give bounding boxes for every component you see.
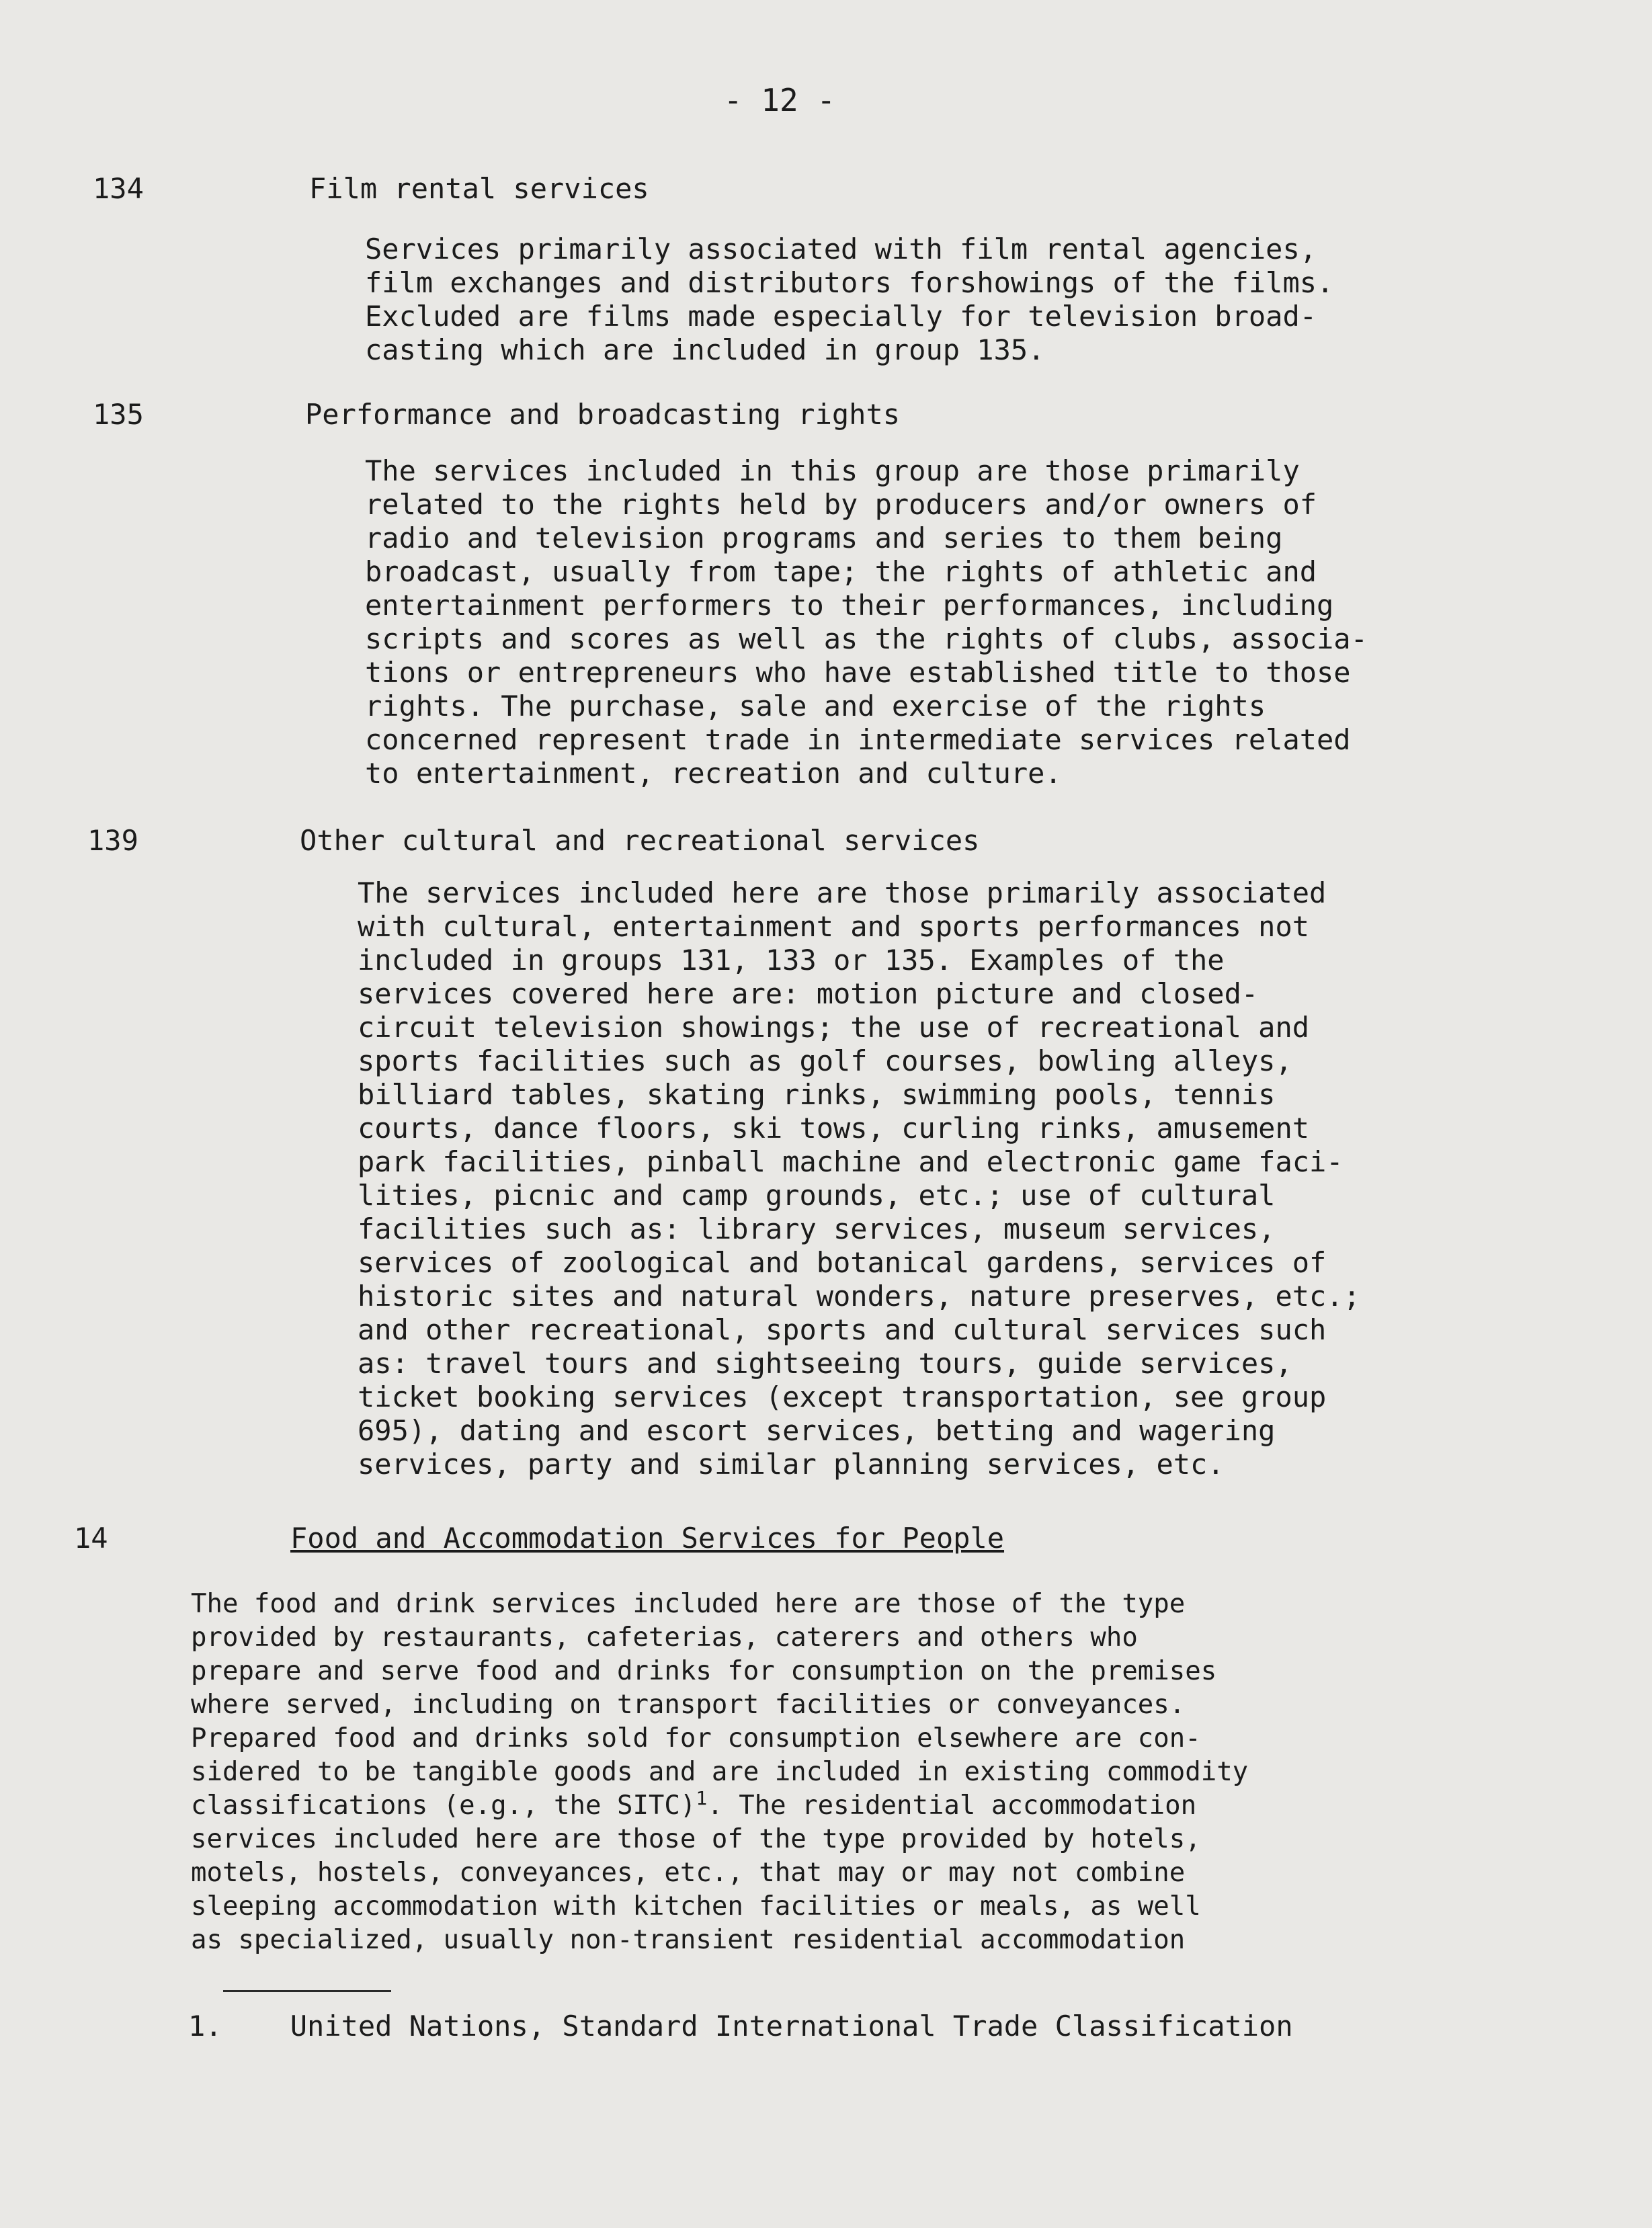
footnote — [188, 2010, 1293, 2043]
text-line: entertainment performers to their performances, including — [365, 589, 1334, 622]
text-segment: classifications (e.g., the SITC) — [191, 1790, 696, 1821]
text-line: ticket booking services (except transportation, see group — [358, 1380, 1327, 1413]
text-line: radio and television programs and series to them being — [365, 522, 1283, 554]
text-line: film exchanges and distributors forshowings of the films. — [365, 266, 1334, 299]
text-line: Services primarily associated with film rental agencies, — [365, 233, 1317, 265]
text-line: lities, picnic and camp grounds, etc.; use of cultural — [358, 1179, 1276, 1212]
text-line: historic sites and natural wonders, nature preserves, etc.; — [358, 1280, 1360, 1313]
section-body-14 — [191, 1587, 1248, 1957]
text-line: facilities such as: library services, museum services, — [358, 1212, 1276, 1245]
text-line: motels, hostels, conveyances, etc., that may or may not combine — [191, 1858, 1186, 1888]
text-line-with-footnote: classifications (e.g., the SITC)$^1$. The residential accommodation — [191, 1787, 1197, 1821]
text-line: to entertainment, recreation and culture. — [365, 757, 1062, 790]
text-line: as: travel tours and sightseeing tours, guide services, — [358, 1347, 1292, 1380]
text-line: included in groups 131, 133 or 135. Examples of the — [358, 944, 1225, 977]
section-body-135 — [365, 454, 1368, 790]
text-line: prepare and serve food and drinks for consumption on the premises — [191, 1656, 1217, 1686]
text-line: The services included in this group are those primarily — [365, 454, 1300, 487]
text-line: broadcast, usually from tape; the rights of athletic and — [365, 555, 1317, 588]
text-line: sleeping accommodation with kitchen facilities or meals, as well — [191, 1891, 1201, 1922]
text-line: billiard tables, skating rinks, swimming pools, tennis — [358, 1078, 1276, 1111]
text-line: services included here are those of the type provided by hotels, — [191, 1824, 1201, 1854]
section-code-135: 135 — [93, 398, 144, 431]
text-line: Prepared food and drinks sold for consumption elsewhere are con- — [191, 1723, 1201, 1753]
footnote-number: 1. — [188, 2010, 222, 2043]
text-line: The food and drink services included here are those of the type — [191, 1589, 1186, 1619]
text-line: concerned represent trade in intermediate services related — [365, 723, 1351, 756]
text-line: Excluded are films made especially for television broad- — [365, 300, 1317, 333]
text-line: tions or entrepreneurs who have established title to those — [365, 656, 1351, 689]
section-title-139: Other cultural and recreational services — [300, 824, 980, 857]
section-code-134: 134 — [93, 172, 144, 205]
text-line: provided by restaurants, cafeterias, caterers and others who — [191, 1622, 1138, 1653]
section-body-139 — [358, 876, 1360, 1481]
section-body-134 — [365, 233, 1333, 367]
section-code-139: 139 — [87, 824, 138, 857]
section-title-134: Film rental services — [309, 172, 649, 205]
text-line: services of zoological and botanical gardens, services of — [358, 1246, 1327, 1279]
section-code-14: 14 — [74, 1522, 108, 1555]
section-title-135: Performance and broadcasting rights — [305, 398, 901, 431]
text-line: courts, dance floors, ski tows, curling rinks, amusement — [358, 1112, 1310, 1145]
text-line: 695), dating and escort services, betting and wagering — [358, 1414, 1276, 1447]
text-line: where served, including on transport facilities or conveyances. — [191, 1690, 1186, 1720]
section-title-14: Food and Accommodation Services for People — [290, 1522, 1005, 1555]
text-line: casting which are included in group 135. — [365, 333, 1045, 366]
text-line: sidered to be tangible goods and are included in existing commodity — [191, 1757, 1249, 1787]
text-line: The services included here are those primarily associated — [358, 876, 1327, 909]
text-segment: The residential accommodation — [739, 1790, 1197, 1821]
text-line: rights. The purchase, sale and exercise of the rights — [365, 690, 1266, 723]
text-line: and other recreational, sports and cultural services such — [358, 1313, 1327, 1346]
footnote-text: United Nations, Standard International Trade Classification — [290, 2010, 1293, 2043]
text-line: park facilities, pinball machine and electronic game faci- — [358, 1145, 1344, 1178]
text-line: scripts and scores as well as the rights of clubs, associa- — [365, 622, 1368, 655]
footnote-divider — [223, 1990, 391, 1992]
footnote-marker: 1 — [696, 1787, 708, 1809]
page-number: - 12 - — [723, 82, 836, 118]
text-line: services covered here are: motion picture and closed- — [358, 977, 1259, 1010]
text-line: services, party and similar planning services, etc. — [358, 1448, 1225, 1481]
text-line: sports facilities such as golf courses, bowling alleys, — [358, 1044, 1292, 1077]
text-line: related to the rights held by producers and/or owners of — [365, 488, 1317, 521]
text-line: with cultural, entertainment and sports performances not — [358, 910, 1310, 943]
text-line: as specialized, usually non-transient residential accommodation — [191, 1925, 1186, 1955]
text-line: circuit television showings; the use of recreational and — [358, 1011, 1310, 1044]
